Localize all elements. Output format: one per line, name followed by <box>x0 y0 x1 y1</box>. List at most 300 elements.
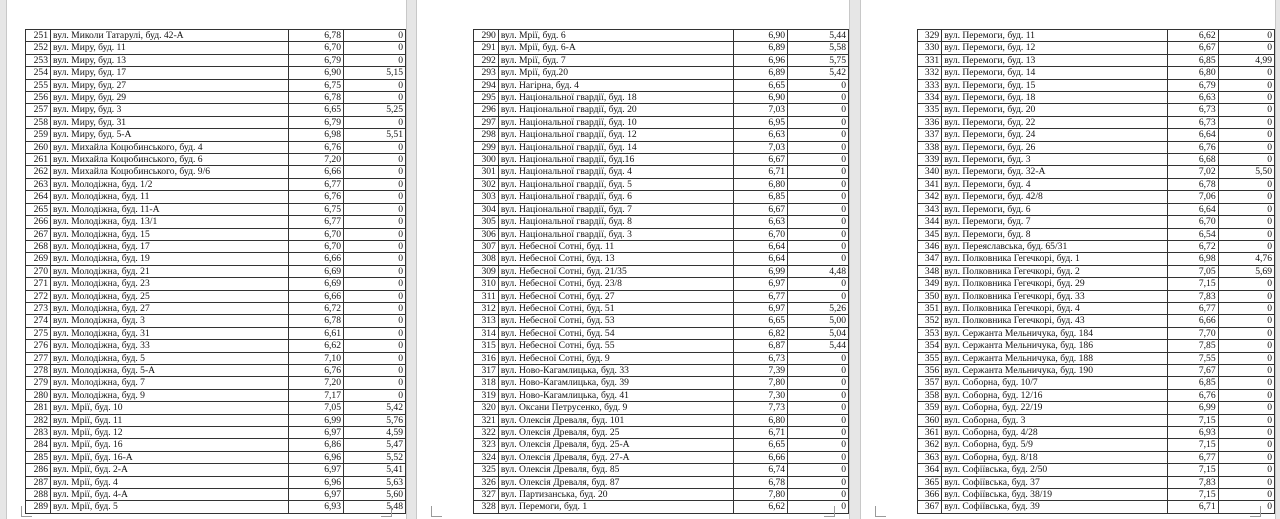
second-tariff-cell: 0 <box>344 30 406 42</box>
table-row <box>474 352 849 364</box>
second-tariff-cell: 0 <box>1218 79 1274 91</box>
second-tariff-cell: 0 <box>788 104 849 116</box>
tariff-cell: 6,90 <box>734 30 788 42</box>
second-tariff-cell: 0 <box>788 377 849 389</box>
address-cell: вул. Молодіжна, буд. 31 <box>51 327 289 339</box>
second-tariff-cell: 0 <box>344 265 406 277</box>
address-cell: вул. Національної гвардії, буд. 8 <box>498 216 733 228</box>
address-cell: вул. Олексія Древаля, буд. 25-А <box>498 439 733 451</box>
address-cell: вул. Софіївська, буд. 39 <box>942 501 1168 513</box>
tariff-cell: 6,77 <box>1168 451 1218 463</box>
row-number-cell: 347 <box>918 253 942 265</box>
table-row <box>918 265 1275 277</box>
address-cell: вул. Олексія Древаля, буд. 85 <box>498 464 733 476</box>
tariff-cell: 6,76 <box>1168 141 1218 153</box>
tariff-cell: 6,65 <box>734 315 788 327</box>
table-row <box>918 427 1275 439</box>
table-row <box>26 340 406 352</box>
second-tariff-cell: 0 <box>1218 290 1274 302</box>
second-tariff-cell: 0 <box>344 377 406 389</box>
row-number-cell: 304 <box>474 203 499 215</box>
second-tariff-cell: 0 <box>1218 315 1274 327</box>
address-cell: вул. Перемоги, буд. 1 <box>498 501 733 513</box>
second-tariff-cell: 0 <box>788 427 849 439</box>
address-cell: вул. Небесної Сотні, буд. 13 <box>498 253 733 265</box>
address-cell: вул. Сержанта Мельничука, буд. 190 <box>942 364 1168 376</box>
address-cell: вул. Миру, буд. 27 <box>51 79 289 91</box>
tariff-cell: 6,97 <box>289 489 344 501</box>
address-cell: вул. Національної гвардії, буд. 5 <box>498 178 733 190</box>
second-tariff-cell: 0 <box>1218 340 1274 352</box>
table-row <box>26 203 406 215</box>
row-number-cell: 353 <box>918 327 942 339</box>
tariff-cell: 6,78 <box>289 92 344 104</box>
address-cell: вул. Мрії, буд.20 <box>498 67 733 79</box>
tariff-cell: 7,10 <box>289 352 344 364</box>
address-cell: вул. Полковника Гегечкорі, буд. 33 <box>942 290 1168 302</box>
row-number-cell: 325 <box>474 464 499 476</box>
second-tariff-cell: 0 <box>788 203 849 215</box>
table-row <box>918 104 1275 116</box>
row-number-cell: 318 <box>474 377 499 389</box>
tariff-cell: 6,64 <box>734 240 788 252</box>
row-number-cell: 271 <box>26 278 51 290</box>
tariff-cell: 6,79 <box>289 116 344 128</box>
table-row <box>918 141 1275 153</box>
address-cell: вул. Соборна, буд. 10/7 <box>942 377 1168 389</box>
row-number-cell: 279 <box>26 377 51 389</box>
second-tariff-cell: 4,99 <box>1218 54 1274 66</box>
table-row <box>918 476 1275 488</box>
row-number-cell: 345 <box>918 228 942 240</box>
table-row <box>26 389 406 401</box>
table-row <box>474 141 849 153</box>
row-number-cell: 269 <box>26 253 51 265</box>
tariff-cell: 6,76 <box>289 191 344 203</box>
second-tariff-cell: 0 <box>1218 464 1274 476</box>
table-row <box>918 451 1275 463</box>
table-row <box>26 166 406 178</box>
second-tariff-cell: 0 <box>1218 129 1274 141</box>
table-row <box>26 414 406 426</box>
tariff-cell: 6,80 <box>734 414 788 426</box>
second-tariff-cell: 0 <box>1218 476 1274 488</box>
row-number-cell: 296 <box>474 104 499 116</box>
tariff-cell: 7,83 <box>1168 476 1218 488</box>
table-row <box>918 54 1275 66</box>
tariff-cell: 6,78 <box>289 315 344 327</box>
second-tariff-cell: 5,76 <box>344 414 406 426</box>
table-row <box>26 265 406 277</box>
table-row <box>26 302 406 314</box>
page-corner-mark <box>21 506 32 517</box>
tariff-cell: 6,65 <box>289 104 344 116</box>
tariff-cell: 6,96 <box>289 476 344 488</box>
second-tariff-cell: 0 <box>1218 203 1274 215</box>
address-cell: вул. Перемоги, буд. 12 <box>942 42 1168 54</box>
second-tariff-cell: 5,50 <box>1218 166 1274 178</box>
tariff-cell: 6,99 <box>1168 402 1218 414</box>
row-number-cell: 264 <box>26 191 51 203</box>
address-cell: вул. Національної гвардії, буд. 20 <box>498 104 733 116</box>
document-page-1 <box>6 0 407 519</box>
table-row <box>474 129 849 141</box>
row-number-cell: 339 <box>918 154 942 166</box>
table-row <box>474 402 849 414</box>
row-number-cell: 312 <box>474 302 499 314</box>
table-row <box>26 290 406 302</box>
table-row <box>26 129 406 141</box>
row-number-cell: 290 <box>474 30 499 42</box>
second-tariff-cell: 5,44 <box>788 30 849 42</box>
table-row <box>474 327 849 339</box>
tariff-cell: 6,80 <box>1168 67 1218 79</box>
row-number-cell: 360 <box>918 414 942 426</box>
tariff-cell: 6,98 <box>289 129 344 141</box>
second-tariff-cell: 0 <box>788 141 849 153</box>
second-tariff-cell: 0 <box>788 253 849 265</box>
table-row <box>918 464 1275 476</box>
tariff-cell: 6,70 <box>289 42 344 54</box>
row-number-cell: 366 <box>918 489 942 501</box>
address-cell: вул. Миру, буд. 17 <box>51 67 289 79</box>
second-tariff-cell: 0 <box>344 228 406 240</box>
row-number-cell: 292 <box>474 54 499 66</box>
address-cell: вул. Національної гвардії, буд. 10 <box>498 116 733 128</box>
table-row <box>918 489 1275 501</box>
address-cell: вул. Молодіжна, буд. 11 <box>51 191 289 203</box>
table-row <box>26 439 406 451</box>
address-cell: вул. Ново-Кагамлицька, буд. 39 <box>498 377 733 389</box>
address-cell: вул. Перемоги, буд. 24 <box>942 129 1168 141</box>
address-cell: вул. Небесної Сотні, буд. 54 <box>498 327 733 339</box>
table-row <box>26 327 406 339</box>
row-number-cell: 286 <box>26 464 51 476</box>
second-tariff-cell: 0 <box>1218 191 1274 203</box>
table-row <box>918 327 1275 339</box>
tariff-cell: 6,98 <box>1168 253 1218 265</box>
second-tariff-cell: 0 <box>344 191 406 203</box>
address-cell: вул. Молодіжна, буд. 17 <box>51 240 289 252</box>
second-tariff-cell: 5,00 <box>788 315 849 327</box>
tariff-cell: 6,66 <box>289 253 344 265</box>
tariff-cell: 6,79 <box>289 54 344 66</box>
tariff-cell: 6,89 <box>734 67 788 79</box>
table-row <box>26 501 406 513</box>
row-number-cell: 289 <box>26 501 51 513</box>
second-tariff-cell: 5,63 <box>344 476 406 488</box>
second-tariff-cell: 0 <box>1218 92 1274 104</box>
row-number-cell: 262 <box>26 166 51 178</box>
second-tariff-cell: 0 <box>788 402 849 414</box>
address-cell: вул. Молодіжна, буд. 3 <box>51 315 289 327</box>
tariff-cell: 6,65 <box>734 79 788 91</box>
tariff-cell: 6,54 <box>1168 228 1218 240</box>
row-number-cell: 337 <box>918 129 942 141</box>
tariff-cell: 6,67 <box>1168 42 1218 54</box>
row-number-cell: 346 <box>918 240 942 252</box>
address-cell: вул. Молодіжна, буд. 1/2 <box>51 178 289 190</box>
row-number-cell: 254 <box>26 67 51 79</box>
table-row <box>474 315 849 327</box>
address-cell: вул. Національної гвардії, буд. 3 <box>498 228 733 240</box>
address-cell: вул. Молодіжна, буд. 27 <box>51 302 289 314</box>
table-row <box>918 79 1275 91</box>
address-cell: вул. Перемоги, буд. 6 <box>942 203 1168 215</box>
address-cell: вул. Михайла Коцюбинського, буд. 9/6 <box>51 166 289 178</box>
address-cell: вул. Небесної Сотні, буд. 27 <box>498 290 733 302</box>
tariff-cell: 6,85 <box>1168 377 1218 389</box>
tariff-cell: 6,64 <box>1168 129 1218 141</box>
address-cell: вул. Соборна, буд. 12/16 <box>942 389 1168 401</box>
table-row <box>26 141 406 153</box>
second-tariff-cell: 0 <box>788 191 849 203</box>
table-row <box>26 451 406 463</box>
second-tariff-cell: 5,47 <box>344 439 406 451</box>
row-number-cell: 333 <box>918 79 942 91</box>
row-number-cell: 317 <box>474 364 499 376</box>
row-number-cell: 268 <box>26 240 51 252</box>
second-tariff-cell: 0 <box>788 439 849 451</box>
row-number-cell: 322 <box>474 427 499 439</box>
row-number-cell: 365 <box>918 476 942 488</box>
tariff-cell: 6,63 <box>734 216 788 228</box>
table-row <box>26 178 406 190</box>
tariff-cell: 6,78 <box>1168 178 1218 190</box>
tariff-cell: 7,70 <box>1168 327 1218 339</box>
table-row <box>26 116 406 128</box>
second-tariff-cell: 0 <box>1218 302 1274 314</box>
address-cell: вул. Миру, буд. 3 <box>51 104 289 116</box>
tariff-cell: 6,90 <box>289 67 344 79</box>
table-row <box>474 464 849 476</box>
row-number-cell: 267 <box>26 228 51 240</box>
address-cell: вул. Ново-Кагамлицька, буд. 41 <box>498 389 733 401</box>
row-number-cell: 320 <box>474 402 499 414</box>
table-row <box>918 203 1275 215</box>
table-row <box>474 427 849 439</box>
table-row <box>474 79 849 91</box>
table-row <box>474 377 849 389</box>
table-row <box>918 228 1275 240</box>
address-cell: вул. Перемоги, буд. 32-А <box>942 166 1168 178</box>
row-number-cell: 359 <box>918 402 942 414</box>
tariff-cell: 6,82 <box>734 327 788 339</box>
address-cell: вул. Перемоги, буд. 22 <box>942 116 1168 128</box>
row-number-cell: 299 <box>474 141 499 153</box>
second-tariff-cell: 0 <box>1218 489 1274 501</box>
row-number-cell: 272 <box>26 290 51 302</box>
tariff-cell: 7,06 <box>1168 191 1218 203</box>
table-row <box>474 340 849 352</box>
address-cell: вул. Сержанта Мельничука, буд. 184 <box>942 327 1168 339</box>
address-cell: вул. Михайла Коцюбинського, буд. 4 <box>51 141 289 153</box>
address-cell: вул. Небесної Сотні, буд. 11 <box>498 240 733 252</box>
row-number-cell: 323 <box>474 439 499 451</box>
table-row <box>474 439 849 451</box>
page-corner-mark <box>875 506 886 517</box>
table-row <box>918 352 1275 364</box>
second-tariff-cell: 0 <box>1218 364 1274 376</box>
tariff-cell: 7,15 <box>1168 464 1218 476</box>
address-cell: вул. Миру, буд. 31 <box>51 116 289 128</box>
tariff-cell: 6,62 <box>289 340 344 352</box>
table-row <box>26 191 406 203</box>
row-number-cell: 367 <box>918 501 942 513</box>
second-tariff-cell: 0 <box>788 352 849 364</box>
row-number-cell: 340 <box>918 166 942 178</box>
second-tariff-cell: 4,48 <box>788 265 849 277</box>
row-number-cell: 350 <box>918 290 942 302</box>
address-cell: вул. Полковника Гегечкорі, буд. 1 <box>942 253 1168 265</box>
table-row <box>918 501 1275 513</box>
row-number-cell: 331 <box>918 54 942 66</box>
table-row <box>918 439 1275 451</box>
table-row <box>918 290 1275 302</box>
table-row <box>918 216 1275 228</box>
address-cell: вул. Національної гвардії, буд. 18 <box>498 92 733 104</box>
tariff-cell: 7,83 <box>1168 290 1218 302</box>
second-tariff-cell: 0 <box>788 451 849 463</box>
tariff-cell: 6,76 <box>289 141 344 153</box>
address-cell: вул. Сержанта Мельничука, буд. 186 <box>942 340 1168 352</box>
address-cell: вул. Нагірна, буд. 4 <box>498 79 733 91</box>
second-tariff-cell: 0 <box>344 79 406 91</box>
row-number-cell: 295 <box>474 92 499 104</box>
address-cell: вул. Перемоги, буд. 3 <box>942 154 1168 166</box>
tariff-cell: 7,80 <box>734 377 788 389</box>
row-number-cell: 265 <box>26 203 51 215</box>
address-cell: вул. Мрії, буд. 12 <box>51 427 289 439</box>
table-row <box>26 42 406 54</box>
address-cell: вул. Миколи Татарулі, буд. 42-А <box>51 30 289 42</box>
row-number-cell: 335 <box>918 104 942 116</box>
row-number-cell: 316 <box>474 352 499 364</box>
row-number-cell: 300 <box>474 154 499 166</box>
address-cell: вул. Мрії, буд. 11 <box>51 414 289 426</box>
table-row <box>918 364 1275 376</box>
tariff-cell: 6,95 <box>734 116 788 128</box>
table-row <box>918 340 1275 352</box>
second-tariff-cell: 0 <box>788 228 849 240</box>
row-number-cell: 276 <box>26 340 51 352</box>
row-number-cell: 343 <box>918 203 942 215</box>
table-row <box>26 67 406 79</box>
tariff-cell: 6,64 <box>734 253 788 265</box>
second-tariff-cell: 4,59 <box>344 427 406 439</box>
second-tariff-cell: 0 <box>1218 278 1274 290</box>
row-number-cell: 342 <box>918 191 942 203</box>
tariff-cell: 6,66 <box>289 166 344 178</box>
second-tariff-cell: 0 <box>344 290 406 302</box>
second-tariff-cell: 0 <box>1218 352 1274 364</box>
tariff-cell: 6,66 <box>734 451 788 463</box>
second-tariff-cell: 0 <box>344 141 406 153</box>
second-tariff-cell: 5,69 <box>1218 265 1274 277</box>
table-row <box>26 54 406 66</box>
table-row <box>474 489 849 501</box>
second-tariff-cell: 0 <box>1218 240 1274 252</box>
table-row <box>26 92 406 104</box>
table-row <box>474 42 849 54</box>
address-cell: вул. Перемоги, буд. 11 <box>942 30 1168 42</box>
address-cell: вул. Мрії, буд. 16 <box>51 439 289 451</box>
address-cell: вул. Перемоги, буд. 42/8 <box>942 191 1168 203</box>
second-tariff-cell: 0 <box>344 178 406 190</box>
row-number-cell: 348 <box>918 265 942 277</box>
address-cell: вул. Софіївська, буд. 38/19 <box>942 489 1168 501</box>
tariff-cell: 6,77 <box>734 290 788 302</box>
tariff-cell: 6,67 <box>734 154 788 166</box>
row-number-cell: 260 <box>26 141 51 153</box>
address-cell: вул. Молодіжна, буд. 11-А <box>51 203 289 215</box>
table-row <box>26 240 406 252</box>
tariff-cell: 6,61 <box>289 327 344 339</box>
second-tariff-cell: 0 <box>1218 30 1274 42</box>
row-number-cell: 302 <box>474 178 499 190</box>
table-row <box>474 451 849 463</box>
tariff-cell: 7,67 <box>1168 364 1218 376</box>
table-row <box>918 129 1275 141</box>
row-number-cell: 285 <box>26 451 51 463</box>
row-number-cell: 280 <box>26 389 51 401</box>
address-cell: вул. Олексія Древаля, буд. 101 <box>498 414 733 426</box>
address-cell: вул. Миру, буд. 5-А <box>51 129 289 141</box>
row-number-cell: 326 <box>474 476 499 488</box>
tariff-cell: 6,86 <box>289 439 344 451</box>
second-tariff-cell: 0 <box>1218 501 1274 513</box>
row-number-cell: 266 <box>26 216 51 228</box>
tariff-cell: 6,93 <box>1168 427 1218 439</box>
tariff-cell: 6,63 <box>734 129 788 141</box>
tariff-cell: 6,93 <box>289 501 344 513</box>
second-tariff-cell: 0 <box>344 352 406 364</box>
table-row <box>474 216 849 228</box>
row-number-cell: 273 <box>26 302 51 314</box>
row-number-cell: 263 <box>26 178 51 190</box>
row-number-cell: 287 <box>26 476 51 488</box>
tariff-cell: 7,05 <box>289 402 344 414</box>
second-tariff-cell: 0 <box>344 327 406 339</box>
tariff-cell: 6,85 <box>734 191 788 203</box>
address-cell: вул. Національної гвардії, буд. 12 <box>498 129 733 141</box>
address-cell: вул. Молодіжна, буд. 19 <box>51 253 289 265</box>
second-tariff-cell: 0 <box>1218 414 1274 426</box>
second-tariff-cell: 0 <box>788 166 849 178</box>
row-number-cell: 311 <box>474 290 499 302</box>
address-cell: вул. Переяславська, буд. 65/31 <box>942 240 1168 252</box>
address-cell: вул. Ново-Кагамлицька, буд. 33 <box>498 364 733 376</box>
second-tariff-cell: 0 <box>788 178 849 190</box>
row-number-cell: 334 <box>918 92 942 104</box>
table-row <box>474 278 849 290</box>
second-tariff-cell: 0 <box>344 42 406 54</box>
second-tariff-cell: 0 <box>788 240 849 252</box>
second-tariff-cell: 0 <box>1218 42 1274 54</box>
tariff-cell: 7,20 <box>289 154 344 166</box>
second-tariff-cell: 0 <box>344 203 406 215</box>
table-row <box>474 92 849 104</box>
row-number-cell: 275 <box>26 327 51 339</box>
tariff-cell: 6,69 <box>289 265 344 277</box>
second-tariff-cell: 0 <box>1218 402 1274 414</box>
address-cell: вул. Софіївська, буд. 2/50 <box>942 464 1168 476</box>
second-tariff-cell: 0 <box>1218 216 1274 228</box>
address-cell: вул. Полковника Гегечкорі, буд. 29 <box>942 278 1168 290</box>
tariff-cell: 6,68 <box>1168 154 1218 166</box>
address-cell: вул. Перемоги, буд. 20 <box>942 104 1168 116</box>
table-row <box>26 402 406 414</box>
